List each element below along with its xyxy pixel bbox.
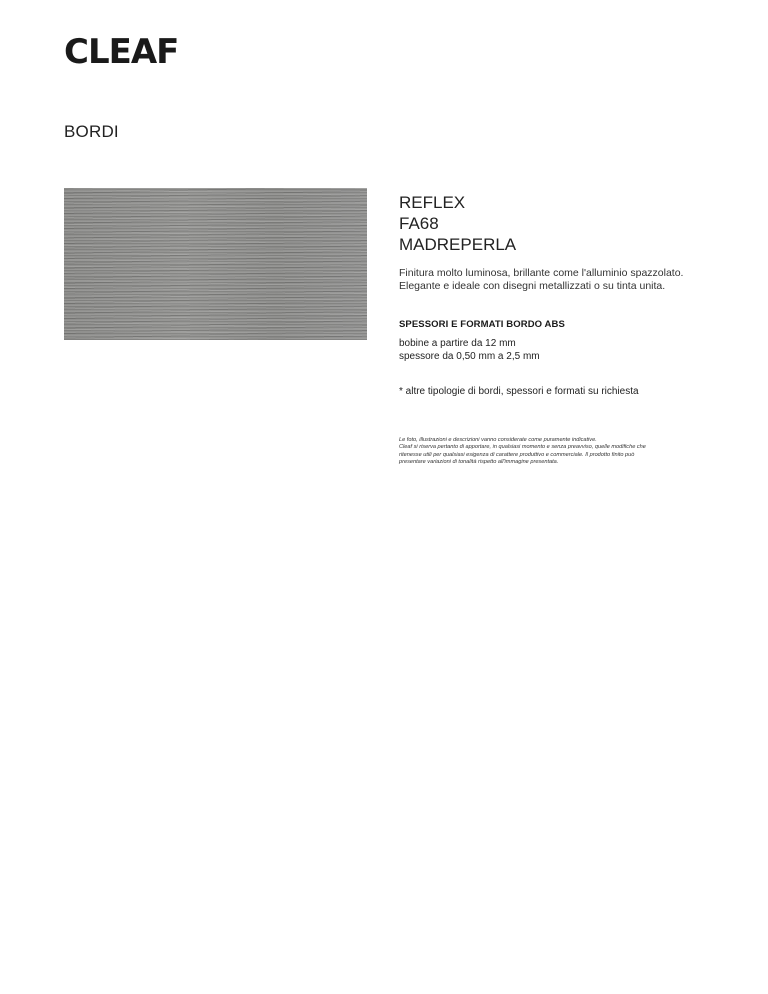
- request-note: * altre tipologie di bordi, spessori e formati su richiesta: [399, 386, 639, 397]
- logo-text: CLEAF: [64, 32, 179, 72]
- cleaf-logo: [64, 32, 179, 72]
- description-line: Finitura molto luminosa, brillante come l'alluminio spazzolato.: [399, 267, 684, 279]
- disclaimer-line: ritenesse utili per qualsiasi esigenza di carattere produttivo e commerciale. Il prodotto finito può: [399, 451, 635, 458]
- disclaimer: [399, 437, 699, 467]
- product-code: FA68: [399, 214, 439, 233]
- product-description: [399, 267, 729, 293]
- disclaimer-line: Le foto, illustrazioni e descrizioni vanno considerate come puramente indicative.: [399, 437, 597, 443]
- thickness-item: bobine a partire da 12 mm: [399, 338, 516, 349]
- product-line: REFLEX: [399, 193, 466, 212]
- thickness-item: spessore da 0,50 mm a 2,5 mm: [399, 350, 540, 362]
- swatch-image: [64, 188, 367, 340]
- thickness-heading: SPESSORI E FORMATI BORDO ABS: [399, 319, 565, 330]
- product-color: MADREPERLA: [399, 235, 517, 254]
- product-name: [399, 192, 516, 255]
- disclaimer-line: presentare variazioni di tonalità rispetto all'immagine presentata.: [399, 459, 559, 466]
- section-title: BORDI: [64, 122, 119, 141]
- thickness-list: [399, 338, 540, 363]
- description-line: Elegante e ideale con disegni metallizzati o su tinta unita.: [399, 280, 666, 292]
- disclaimer-line: Cleaf si riserva pertanto di apportare, in qualsiasi momento e senza preavviso, quelle modifiche che: [399, 444, 646, 451]
